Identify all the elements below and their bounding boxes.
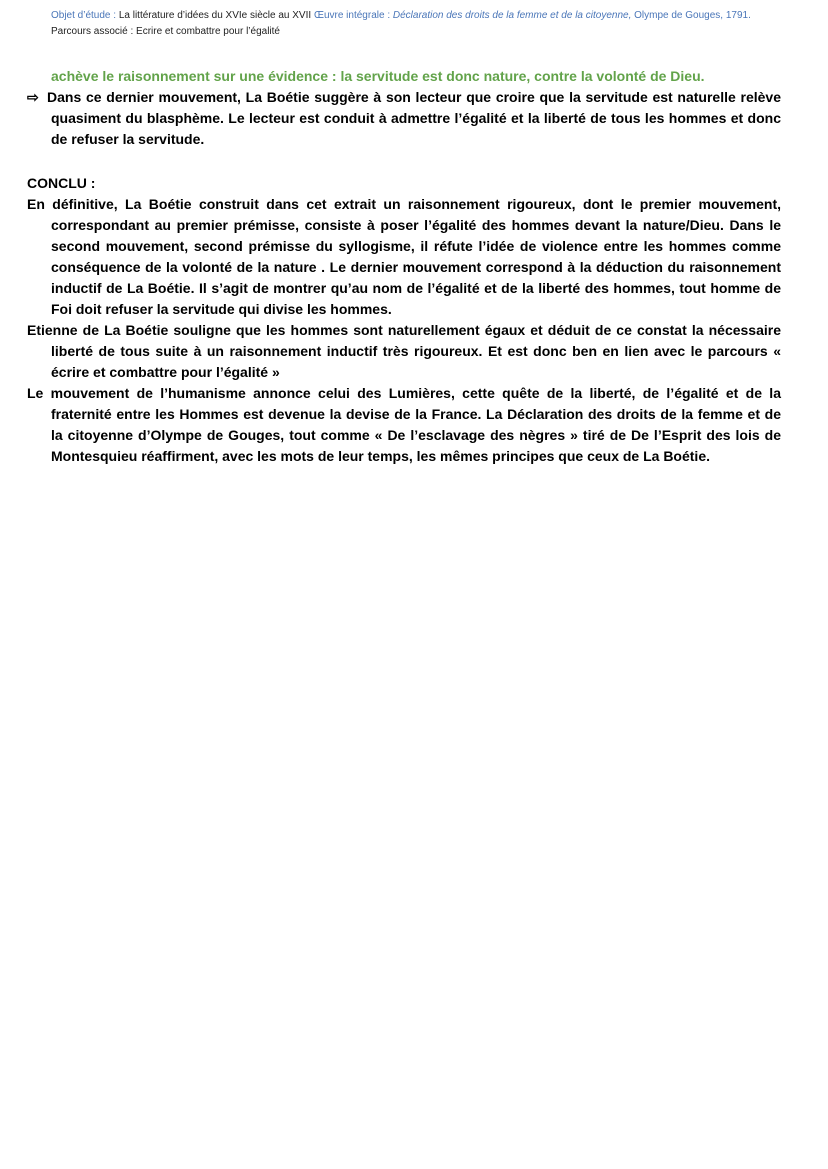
conclu-paragraph-2: Etienne de La Boétie souligne que les hommes sont naturellement égaux et déduit de ce constat la nécessaire liberté de tous suite à un raisonnement inductif très rigoureux. Et est donc ben en lien avec le parcours « écrire et combattre pour l’égalité »: [27, 322, 781, 380]
header-line-2: Parcours associé : Ecrire et combattre pour l’égalité: [51, 26, 280, 37]
conclu-paragraph-1: En définitive, La Boétie construit dans cet extrait un raisonnement rigoureux, dont le premier mouvement, correspondant au premier prémisse, consiste à poser l’égalité des hommes devant la nature/Dieu. Dans le second mouvement, second prémisse du syllogisme, il réfute l’idée de violence entre les hommes comme conséquence de la volonté de la nature . Le dernier mouvement correspond à la déduction du raisonnement inductif de La Boétie. Il s’agit de montrer qu’au nom de l’égalité et de la liberté des hommes, tout homme de Foi doit refuser la servitude qui divise les hommes.: [27, 196, 781, 317]
conclu-heading: CONCLU :: [27, 175, 96, 191]
document-body: [27, 66, 781, 467]
arrow-paragraph-text: Dans ce dernier mouvement, La Boétie suggère à son lecteur que croire que la servitude est naturelle relève quasiment du blasphème. Le lecteur est conduit à admettre l’égalité et la liberté de tous les hommes et donc de refuser la servitude.: [47, 89, 781, 147]
conclu-paragraph-3: Le mouvement de l’humanisme annonce celui des Lumières, cette quête de la liberté, de l’égalité et de la fraternité entre les Hommes est devenue la devise de la France. La Déclaration des droits de la femme et de la citoyenne d’Olympe de Gouges, tout comme « De l’esclavage des nègres » tiré de De l’Esprit des lois de Montesquieu réaffirment, avec les mots de leur temps, les mêmes principes que ceux de La Boétie.: [27, 385, 781, 464]
oeuvre-label: Œuvre intégrale :: [313, 10, 391, 21]
arrow-paragraph: [27, 87, 781, 150]
oeuvre-author: Olympe de Gouges, 1791.: [634, 10, 751, 21]
green-conclusion-line: achève le raisonnement sur une évidence : la servitude est donc nature, contre la volonté de Dieu.: [51, 68, 705, 84]
oeuvre-title: Déclaration des droits de la femme et de la citoyenne,: [392, 10, 632, 21]
objet-topic: La littérature d’idées du XVIe siècle au XVII: [118, 10, 312, 21]
page-header: [51, 8, 811, 40]
arrow-right-icon: ⇨: [27, 89, 39, 105]
objet-label: Objet d’étude :: [51, 10, 117, 21]
header-line-1: [51, 8, 811, 24]
